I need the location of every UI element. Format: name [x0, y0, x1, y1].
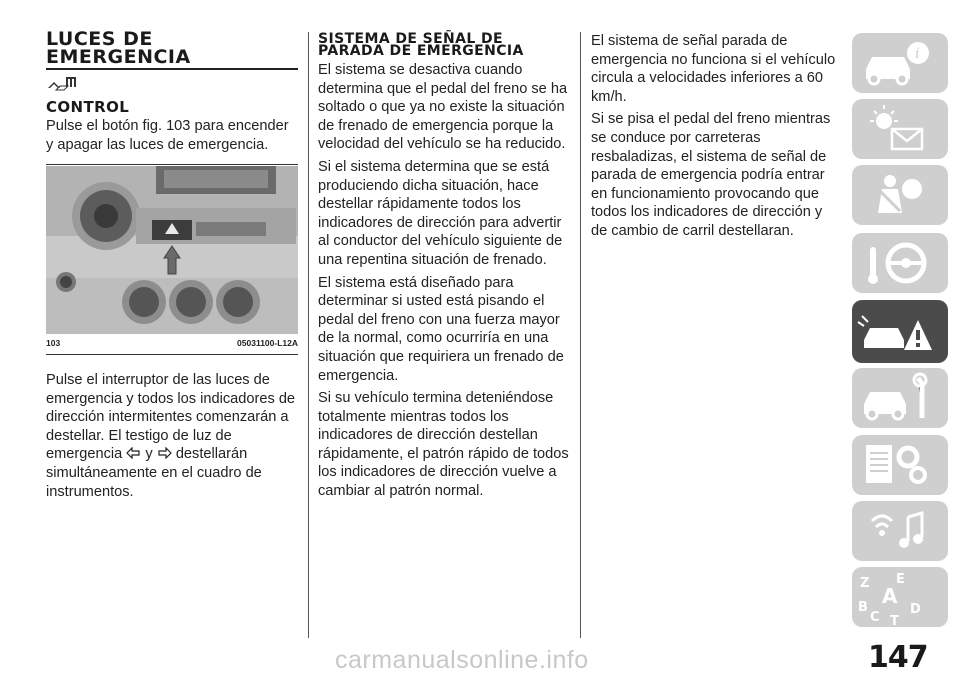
- column-3: [591, 32, 841, 245]
- svg-text:Z: Z: [860, 576, 870, 591]
- col2-paragraph: El sistema se desactiva cuando determina que el pedal del freno se ha soltado o que ya no existe la situación de frenado de emergencia porque la velocidad del vehículo se ha reducido.: [318, 62, 568, 153]
- svg-text:D: D: [910, 602, 921, 617]
- sidebar-tab-index[interactable]: [852, 567, 948, 627]
- figure-number: 103: [46, 338, 61, 348]
- svg-text:A: A: [882, 584, 898, 608]
- dashboard-illustration: [46, 166, 298, 334]
- watermark: carmanualsonline.info: [335, 646, 589, 674]
- car-info-icon: [852, 33, 948, 93]
- hazard-switch-icon: [46, 74, 78, 94]
- section-title-emergency-stop-signal: SISTEMA DE SEÑAL DE PARADA DE EMERGENCIA: [318, 31, 524, 59]
- sidebar-tab-multimedia[interactable]: [852, 501, 948, 561]
- column-divider-1: [308, 32, 309, 638]
- column-2: [318, 33, 570, 505]
- technical-data-icon: [852, 435, 948, 495]
- page-number: 147: [868, 640, 928, 675]
- figure-caption: [46, 338, 298, 348]
- sidebar-tab-airbag[interactable]: [852, 165, 948, 225]
- svg-text:i: i: [915, 46, 920, 62]
- airbag-seatbelt-icon: [852, 165, 948, 225]
- body-text-2: destellarán simultáneamente en el cuadro de instrumentos.: [46, 446, 262, 500]
- sidebar-tab-maintenance[interactable]: [852, 368, 948, 428]
- sidebar-tab-car-info[interactable]: [852, 33, 948, 93]
- turn-left-indicator-icon: [126, 447, 141, 459]
- svg-text:B: B: [858, 600, 868, 615]
- body-text-1: Pulse el interruptor de las luces de emergencia y todos los indicadores de dirección intermitentes comenzarán a destellar. El testigo de luz de emergencia: [46, 372, 296, 463]
- multimedia-icon: [852, 501, 948, 561]
- svg-text:T: T: [890, 614, 899, 627]
- svg-text:E: E: [896, 572, 905, 587]
- title-divider: [46, 68, 298, 70]
- figure-dashboard-photo: [46, 166, 298, 334]
- figure-code: 05031100-L12A: [237, 338, 298, 348]
- warning-lights-icon: [852, 99, 948, 159]
- sidebar-tab-warning-lights[interactable]: [852, 99, 948, 159]
- body-text-and: y: [145, 446, 153, 463]
- steering-wheel-key-icon: [852, 233, 948, 293]
- svg-text:C: C: [870, 610, 880, 625]
- sidebar-tab-technical-data[interactable]: [852, 435, 948, 495]
- column-1-body: [46, 371, 298, 505]
- hazard-body-paragraph: [46, 371, 298, 501]
- col2-paragraph: Si su vehículo termina deteniéndose totalmente mientras todos los indicadores de dirección destellan rápidamente, el patrón rápido de todos los indicadores de dirección vuelve a cambiar al patrón normal.: [318, 390, 569, 500]
- emergency-accident-icon: [852, 300, 948, 363]
- col3-paragraph: Si se pisa el pedal del freno mientras se conduce por carreteras resbaladizas, el sistema de señal de parada de emergencia podría entrar en funcionamiento provocando que todos los indicadores de dirección y de cambio de carril destellaran.: [591, 111, 831, 239]
- figure-top-rule: [46, 164, 298, 165]
- sidebar-tab-emergency[interactable]: [852, 300, 948, 363]
- col2-paragraph: Si el sistema determina que se está produciendo dicha situación, hace destellar rápidamente todos los indicadores de dirección para advertir al conductor del vehículo siguiente de una repentina situación de frenado.: [318, 158, 563, 268]
- col3-paragraph: El sistema de señal parada de emergencia no funciona si el vehículo circula a velocidades inferiores a 60 km/h.: [591, 33, 836, 105]
- col2-paragraph: El sistema está diseñado para determinar si usted está pisando el pedal del freno con una fuerza mayor de la normal, como ocurriría en una situación que requiriera un frenado de emergencia.: [318, 274, 564, 384]
- sidebar-tab-driving[interactable]: [852, 233, 948, 293]
- car-maintenance-icon: [852, 368, 948, 428]
- intro-paragraph: Pulse el botón fig. 103 para encender y apagar las luces de emergencia.: [46, 118, 289, 153]
- section-title-hazard-lights: LUCES DE EMERGENCIA: [46, 28, 191, 68]
- column-divider-2: [580, 32, 581, 638]
- index-icon: [852, 567, 948, 627]
- column-1-top: [46, 100, 298, 158]
- turn-right-indicator-icon: [157, 447, 172, 459]
- figure-bottom-rule: [46, 354, 298, 355]
- subheading-control: CONTROL: [46, 98, 130, 116]
